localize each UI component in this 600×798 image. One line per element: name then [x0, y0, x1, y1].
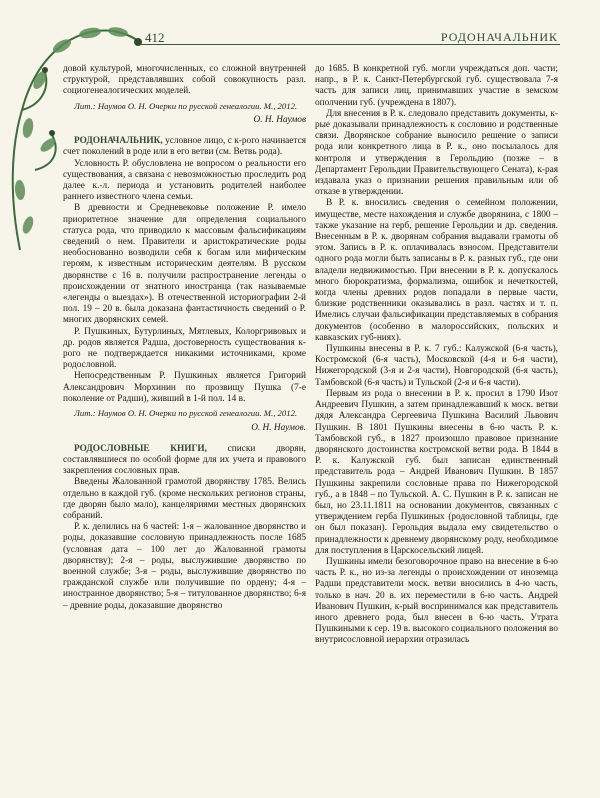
right-column [315, 64, 558, 647]
paragraph: Условность Р. обусловлена не вопросом о реальности его существования, а связана с невозможностью проследить род далее к.-л. периода и установить родителей наиболее раннего известного члена семьи. [63, 158, 306, 203]
author-signature: О. Н. Наумов. [251, 422, 306, 433]
paragraph: В Р. к. вносились сведения о семейном положении, имуществе, месте нахождения и службе дворянина, с 1800 – также указание на герб, решение Герольдии и др. сведения. Внесенным в Р. к. дворянам собрания выдавали грамоты об этом. Запись в Р. к. оплачивалась взносом. Представители одного рода могли быть записаны в Р. к. разных губ., где они владели недвижимостью. При внесении в Р. к. допускалось много бюрократизма, формализма, ошибок и нечеткостей, когда члены древних родов попадали в первые части, близкие родственники оказывались в разл. частях и т. п. Имелись случаи фальсификации представляемых в собрания документов (особенно в малороссийских, польских и кавказских губ-ниях). [315, 198, 558, 343]
page-number: 412 [145, 30, 165, 45]
entry-rodonachalnik [63, 136, 306, 158]
paragraph: до 1685. В конкретной губ. могли учреждаться доп. части; напр., в Р. к. Санкт-Петербургской губ. существовала 7-я часть для записи лиц, принимавших участие в земском ополчении губ. (учреждена в 1807). [315, 64, 558, 108]
paragraph: Непосредственным Р. Пушкиных является Григорий Александрович Морхинин по прозвищу Пушка (7-е поколение от Радши), живший в 1-й пол. 14 в. [63, 371, 306, 404]
entry-heading: РОДОНАЧАЛЬНИК, [74, 136, 163, 147]
paragraph: Первым из рода о внесении в Р. к. просил в 1790 Изот Андреевич Пушкин, а затем принадлежавший к моск. ветви дядя Александра Сергеевича Пушкина Василий Львович Пушкин. В 1801 Пушкины внесены в 6-ю часть Р. к. Тамбовской губ., в 1827 произошло правовое признание дворянского достоинства костромской ветви рода. В 1844 в Р. к. Калужской губ. был записан единственный представитель рода – Андрей Иванович Пушкин. В 1857 Пушкины закрепили сословные права по Нижегородской губ., а в 1848 – по Тульской. А. С. Пушкин в Р. к. записан не был, но 23.11.1811 на основании документов, связанных с утверждением герба Пушкиных (родословной таблицы, где он был показан). Герольдия выдала ему свидетельство о принадлежности к древнему дворянскому роду, необходимое для поступления в Царскосельский лицей. [315, 388, 558, 556]
paragraph: Введены Жалованной грамотой дворянству 1785. Велись отдельно в каждой губ. (кроме нескольких регионов страны, где дворян было мало), канцеляриями местных дворянских собраний. [63, 477, 306, 521]
paragraph: В древности и Средневековье положение Р. имело приоритетное значение для определения социального статуса рода, что приводило к массовым фальсификациям сведений о нем. Правители и аристократические роды необоснованно возводили себя к богам или мифическим героям, к известным историческим деятелям. В русском дворянстве с 16 в. получили распространение легенды о происхождении от знатного иностранца (так называемые «легенды о выездах»). В отечественной историографии 2-й пол. 19 – 20 в. была доказана фантастичность сведений о Р. многих дворянских семей. [63, 203, 306, 326]
left-column [63, 64, 306, 612]
entry-heading: РОДОСЛОВНЫЕ КНИГИ, [74, 443, 207, 454]
paragraph: Р. Пушкиных, Бутурлиных, Мятлевых, Колоргривовых и др. родов является Радша, достоверность существования к-рого не подтверждается никакими источниками, кроме родословной. [63, 326, 306, 371]
paragraph: Р. к. делились на 6 частей: 1-я – жалованное дворянство и роды, доказавшие сословную принадлежность после 1685 (условная дата – 100 лет до Жалованной грамоты дворянству); 2-я – роды, выслужившие дворянство по военной службе; 3-я – роды, выслужившие дворянство по гражданской службе или получившие по ордену; 4-я – иностранное дворянство; 5-я – титулованное дворянство; 6-я – древние роды, доказавшие дворянство [63, 522, 306, 611]
paragraph: довой культурой, многочисленных, со сложной внутренней структурой, представлявших собой совокупность разл. социогенеалогических моделей. [63, 64, 306, 97]
paragraph: Пушкины внесены в Р. к. 7 губ.: Калужской (6-я часть), Костромской (6-я часть), Московской (4-я и 6-я части), Нижегородской (3-я и 2-я части), Новгородской (6-я часть), Тамбовской (6-я часть) и Тульской (2-я и 6-я части). [315, 344, 558, 388]
paragraph: Для внесения в Р. к. следовало представить документы, к-рые доказывали принадлежность к сословию и родственные связи. Дворянское собрание выносило решение о записи рода или конкретного лица в Р. к., оно посылалось для контроля и утверждения в Герольдию (позже – в Департамент Герольдии Правительствующего Сената), к-рая издавала указ о признании решения правильным или об отказе в утверждении. [315, 108, 558, 198]
paragraph: Пушкины имели безоговорочное право на внесение в 6-ю часть Р. к., но из-за легенды о происхождении от иноземца Радши представители моск. ветви вносились в 4-ю часть, только в нач. 20 в. их переместили в 6-ю часть. Андрей Иванович Пушкин, к-рый воспринимался как представитель иного древнего рода, был внесен в 6-ю часть. Утрата Пушкиными к сер. 19 в. высокого социального положения во внутрисословной иерархии отразилась [315, 556, 558, 646]
running-head: РОДОНАЧАЛЬНИК [440, 30, 558, 44]
literature-reference: Лит.: Наумов О. Н. Очерки по русской генеалогии. М., 2012. [74, 408, 298, 419]
author-signature: О. Н. Наумов [253, 115, 306, 126]
literature-reference: Лит.: Наумов О. Н. Очерки по русской генеалогии. М., 2012. [74, 100, 298, 111]
entry-definition: списки дворян, составлявшиеся по особой форме для их учета и правового закрепления сословных прав. [63, 443, 306, 477]
entry-rodoslovnye-knigi [63, 444, 306, 478]
entry-definition: условное лицо, с к-рого начинается счет поколений в роде или в его ветви (см. Ветвь рода). [63, 136, 306, 158]
